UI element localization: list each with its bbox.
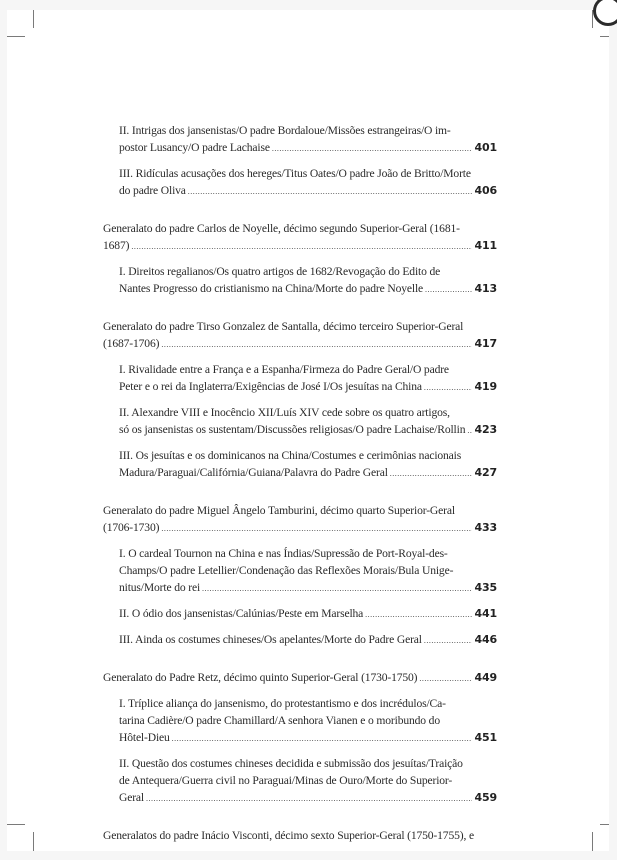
dot-leader <box>188 183 473 200</box>
page-number: 449 <box>474 671 497 684</box>
entry-text-line: Geral <box>119 791 144 804</box>
page-number: 419 <box>474 380 497 393</box>
page-number: 427 <box>474 466 497 479</box>
entry-text-line: Generalato do padre Miguel Ângelo Tamburini, décimo quarto Superior-Geral <box>103 504 455 517</box>
entry-text-line: II. O ódio dos jansenistas/Calúnias/Peste em Marselha <box>119 607 364 620</box>
entry-text-line: I. Rivalidade entre a França e a Espanha/Firmeza do Padre Geral/O padre <box>119 363 449 376</box>
dot-leader <box>424 632 473 649</box>
entry-spacer <box>103 298 497 318</box>
page-number: 401 <box>474 141 497 154</box>
entry-text-line: Champs/O padre Letellier/Condenação das Reflexões Morais/Bula Unige- <box>119 564 454 577</box>
crop-mark-bottom-left-vertical <box>33 832 34 851</box>
crop-mark-top-left-vertical <box>33 10 34 28</box>
toc-chapter-entry[interactable] <box>103 669 497 687</box>
page-number: 446 <box>474 633 497 646</box>
dot-leader <box>365 606 472 623</box>
entry-text-line: Generalato do padre Tirso Gonzalez de Santalla, décimo terceiro Superior-Geral <box>103 320 464 333</box>
entry-text-line: III. Ridículas acusações dos hereges/Titus Oates/O padre João de Britto/Morte <box>119 167 471 180</box>
page-number: 406 <box>474 184 497 197</box>
entry-text-line: II. Intrigas dos jansenistas/O padre Bordaloue/Missões estrangeiras/O im- <box>119 124 451 137</box>
entry-text-line: nitus/Morte do rei <box>119 581 201 594</box>
dot-leader <box>172 730 473 747</box>
entry-spacer <box>103 807 497 827</box>
toc-section-entry[interactable] <box>119 165 497 200</box>
page-number: 423 <box>474 423 497 436</box>
entry-text-line: I. O cardeal Tournon na China e nas Índias/Supressão de Port-Royal-des- <box>119 547 448 560</box>
entry-text-line: (1687-1706) <box>103 337 160 350</box>
entry-text-line: Generalato do Padre Retz, décimo quinto Superior-Geral (1730-1750) <box>103 671 418 684</box>
table-of-contents <box>103 122 497 844</box>
crop-mark-bottom-left-horizontal <box>7 824 25 825</box>
entry-text-line: Generalato do padre Carlos de Noyelle, décimo segundo Superior-Geral (1681- <box>103 222 460 235</box>
dot-leader <box>272 140 473 157</box>
entry-text-line: III. Os jesuítas e os dominicanos na China/Costumes e cerimônias nacionais <box>119 449 462 462</box>
toc-section-entry[interactable] <box>119 122 497 157</box>
document-page <box>7 10 609 851</box>
toc-chapter-entry[interactable] <box>103 220 497 255</box>
entry-text-line: Generalatos do padre Inácio Visconti, décimo sexto Superior-Geral (1750-1755), e <box>103 829 474 842</box>
toc-section-entry[interactable] <box>119 263 497 298</box>
entry-spacer <box>103 439 497 447</box>
crop-mark-top-right-horizontal <box>600 36 609 37</box>
entry-text-line: Hôtel-Dieu <box>119 731 170 744</box>
entry-text-line: Madura/Paraguai/Califórnia/Guiana/Palavra do Padre Geral <box>119 466 388 479</box>
page-number: 411 <box>474 239 497 252</box>
entry-text-line: só os jansenistas os sustentam/Discussões religiosas/O padre Lachaise/Rollin <box>119 423 466 436</box>
dot-leader <box>467 422 472 439</box>
crop-mark-bottom-right-horizontal <box>600 824 609 825</box>
entry-spacer <box>103 353 497 361</box>
entry-text-line: tarina Cadière/O padre Chamillard/A senhora Vianen e o moribundo do <box>119 714 440 727</box>
entry-spacer <box>103 597 497 605</box>
dot-leader <box>419 670 472 687</box>
entry-spacer <box>103 623 497 631</box>
toc-chapter-entry[interactable] <box>103 502 497 537</box>
entry-spacer <box>103 200 497 220</box>
dot-leader <box>146 790 472 807</box>
toc-section-entry[interactable] <box>119 695 497 747</box>
toc-section-entry[interactable] <box>119 447 497 482</box>
entry-text-line: I. Tríplice aliança do jansenismo, do protestantismo e dos incrédulos/Ca- <box>119 697 446 710</box>
dot-leader <box>161 520 472 537</box>
entry-text-line: III. Ainda os costumes chineses/Os apelantes/Morte do Padre Geral <box>119 633 422 646</box>
toc-section-entry[interactable] <box>119 631 497 649</box>
dot-leader <box>424 379 473 396</box>
entry-spacer <box>103 482 497 502</box>
crop-mark-bottom-right-vertical <box>592 832 593 851</box>
page-number: 417 <box>474 337 497 350</box>
toc-chapter-entry[interactable] <box>103 318 497 353</box>
page-number: 451 <box>474 731 497 744</box>
entry-text-line: 1687) <box>103 239 130 252</box>
toc-section-entry[interactable] <box>119 605 497 623</box>
entry-spacer <box>103 255 497 263</box>
dot-leader <box>131 238 472 255</box>
entry-text-line: Peter e o rei da Inglaterra/Exigências de José I/Os jesuítas na China <box>119 380 422 393</box>
entry-spacer <box>103 396 497 404</box>
entry-text-line: de Antequera/Guerra civil no Paraguai/Minas de Ouro/Morte do Superior- <box>119 774 453 787</box>
dot-leader <box>425 281 472 298</box>
dot-leader <box>390 465 473 482</box>
page-number: 459 <box>474 791 497 804</box>
entry-spacer <box>103 649 497 669</box>
close-button[interactable] <box>593 0 617 26</box>
page-number: 413 <box>474 282 497 295</box>
dot-leader <box>202 580 472 597</box>
toc-section-entry[interactable] <box>119 361 497 396</box>
entry-spacer <box>103 687 497 695</box>
toc-chapter-entry[interactable] <box>103 827 497 844</box>
toc-section-entry[interactable] <box>119 755 497 807</box>
page-number: 441 <box>474 607 497 620</box>
toc-section-entry[interactable] <box>119 404 497 439</box>
entry-spacer <box>103 537 497 545</box>
entry-text-line: postor Lusancy/O padre Lachaise <box>119 141 270 154</box>
entry-text-line: Nantes Progresso do cristianismo na China/Morte do padre Noyelle <box>119 282 424 295</box>
dot-leader <box>161 336 472 353</box>
entry-text-line: II. Questão dos costumes chineses decidida e submissão dos jesuítas/Traição <box>119 757 463 770</box>
entry-text-line: (1706-1730) <box>103 521 160 534</box>
page-number: 433 <box>474 521 497 534</box>
toc-section-entry[interactable] <box>119 545 497 597</box>
entry-spacer <box>103 747 497 755</box>
entry-text-line: I. Direitos regalianos/Os quatro artigos de 1682/Revogação do Edito de <box>119 265 441 278</box>
entry-spacer <box>103 157 497 165</box>
entry-text-line: do padre Oliva <box>119 184 186 197</box>
page-number: 435 <box>474 581 497 594</box>
entry-text-line: II. Alexandre VIII e Inocêncio XII/Luís XIV cede sobre os quatro artigos, <box>119 406 450 419</box>
crop-mark-top-left-horizontal <box>7 36 25 37</box>
